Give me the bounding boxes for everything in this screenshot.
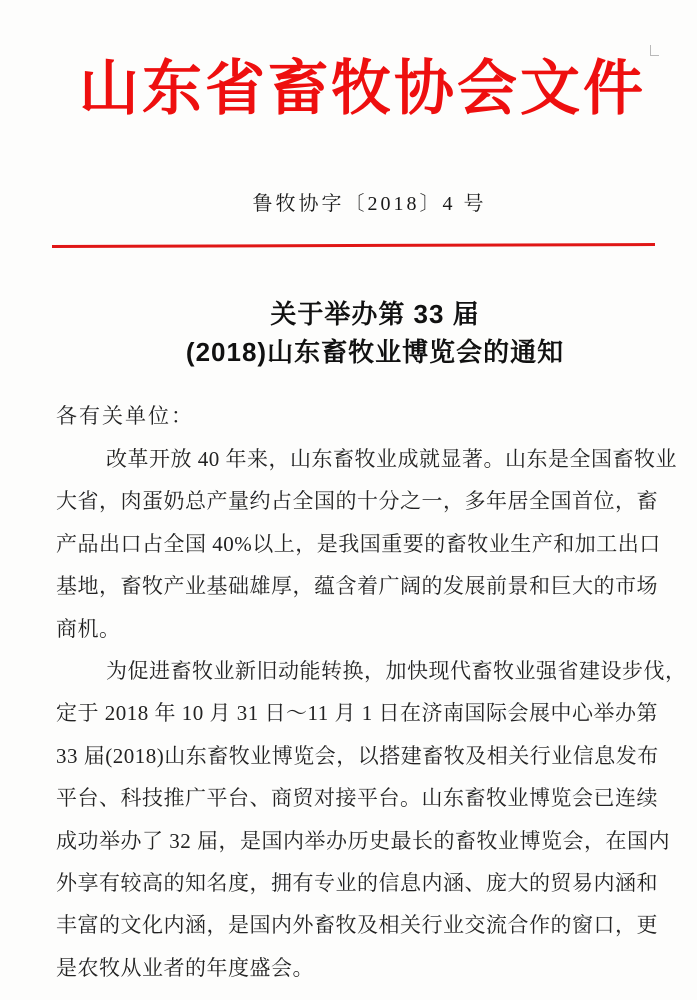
document-number: 鲁牧协字〔2018〕4 号 — [252, 193, 487, 215]
salutation: 各有关单位： — [56, 404, 194, 428]
notice-title-line-1: 关于举办第 33 届 — [270, 299, 480, 329]
text-line: 外享有较高的知名度，拥有专业的信息内涵、庞大的贸易内涵和 — [56, 870, 658, 895]
text-line: 大省，肉蛋奶总产量约占全国的十分之一，多年居全国首位，畜 — [56, 489, 658, 514]
text-line: 商机。 — [56, 616, 121, 641]
text-line: 产品出口占全国 40%以上，是我国重要的畜牧业生产和加工出口 — [56, 531, 661, 556]
text-line: 丰富的文化内涵，是国内外畜牧及相关行业交流合作的窗口，更 — [56, 913, 658, 938]
text-line: 改革开放 40 年来，山东畜牧业成就显著。山东是全国畜牧业 — [106, 447, 677, 471]
text-line: 基地，畜牧产业基础雄厚，蕴含着广阔的发展前景和巨大的市场 — [56, 574, 658, 599]
notice-title-line-2: (2018)山东畜牧业博览会的通知 — [185, 337, 565, 367]
body-text — [56, 438, 687, 989]
red-header-org-title: 山东省畜牧协会文件 — [79, 56, 646, 122]
text-line: 为促进畜牧业新旧动能转换，加快现代畜牧业强省建设步伐， — [106, 658, 687, 683]
text-line: 是农牧从业者的年度盛会。 — [56, 955, 314, 980]
notice-title — [53, 295, 697, 371]
text-line: 平台、科技推广平台、商贸对接平台。山东畜牧业博览会已连续 — [56, 786, 658, 811]
text-line: 成功举办了 32 届，是国内举办历史最长的畜牧业博览会，在国内 — [56, 828, 670, 853]
text-line: 定于 2018 年 10 月 31 日～11 月 1 日在济南国际会展中心举办第 — [56, 701, 658, 726]
text-line: 33 届(2018)山东畜牧业博览会，以搭建畜牧及相关行业信息发布 — [56, 743, 659, 768]
red-divider-line — [52, 243, 655, 248]
